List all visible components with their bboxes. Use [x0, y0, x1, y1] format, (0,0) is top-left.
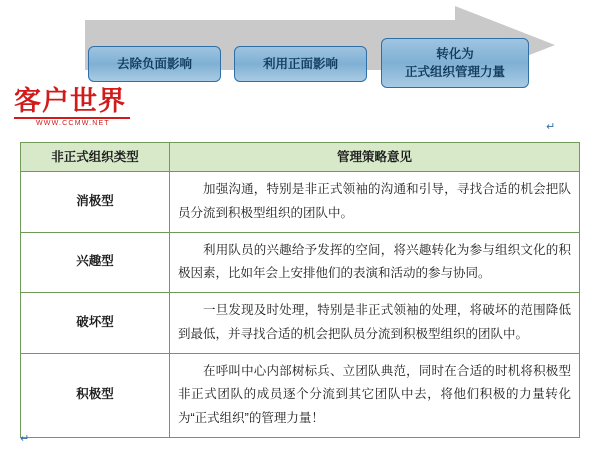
row-type-4: 积极型	[21, 353, 170, 437]
table-header-row	[21, 143, 580, 172]
process-step-2[interactable]	[234, 46, 367, 82]
logo-url: WWW.CCMW.NET	[36, 120, 110, 127]
process-step-2-line1: 利用正面影响	[262, 56, 338, 71]
table-row	[21, 172, 580, 233]
row-type-1: 消极型	[21, 172, 170, 233]
process-step-3-line1: 转化为	[436, 46, 474, 61]
strategy-table-wrapper	[20, 142, 580, 438]
logo-text: 客户世界	[14, 86, 126, 117]
row-advice-2: 利用队员的兴趣给予发挥的空间，将兴趣转化为参与组织文化的积极因素，比如年会上安排他们的表演和活动的参与协同。	[170, 232, 580, 293]
process-step-3-line2: 正式组织管理力量	[404, 65, 505, 79]
process-step-3[interactable]	[381, 38, 529, 88]
table-header-type: 非正式组织类型	[21, 143, 170, 172]
paragraph-mark-bottom: ↵	[20, 432, 30, 445]
row-advice-4: 在呼叫中心内部树标兵、立团队典范，同时在合适的时机将积极型非正式团队的成员逐个分流到其它团队中去，将他们积极的力量转化为“正式组织”的管理力量！	[170, 353, 580, 437]
logo	[14, 88, 144, 130]
table-row	[21, 353, 580, 437]
strategy-table	[20, 142, 580, 438]
row-advice-3: 一旦发现及时处理，特别是非正式领袖的处理，将破坏的范围降低到最低，并寻找合适的机会把队员分流到积极型组织的团队中。	[170, 293, 580, 354]
process-step-1-line1: 去除负面影响	[116, 56, 192, 71]
process-step-1[interactable]	[88, 46, 221, 82]
row-type-3: 破坏型	[21, 293, 170, 354]
table-row	[21, 232, 580, 293]
table-header-advice: 管理策略意见	[170, 143, 580, 172]
row-advice-1: 加强沟通，特别是非正式领袖的沟通和引导，寻找合适的机会把队员分流到积极型组织的团队中。	[170, 172, 580, 233]
logo-divider	[14, 117, 130, 119]
table-row	[21, 293, 580, 354]
row-type-2: 兴趣型	[21, 232, 170, 293]
paragraph-mark-top: ↵	[546, 120, 556, 133]
